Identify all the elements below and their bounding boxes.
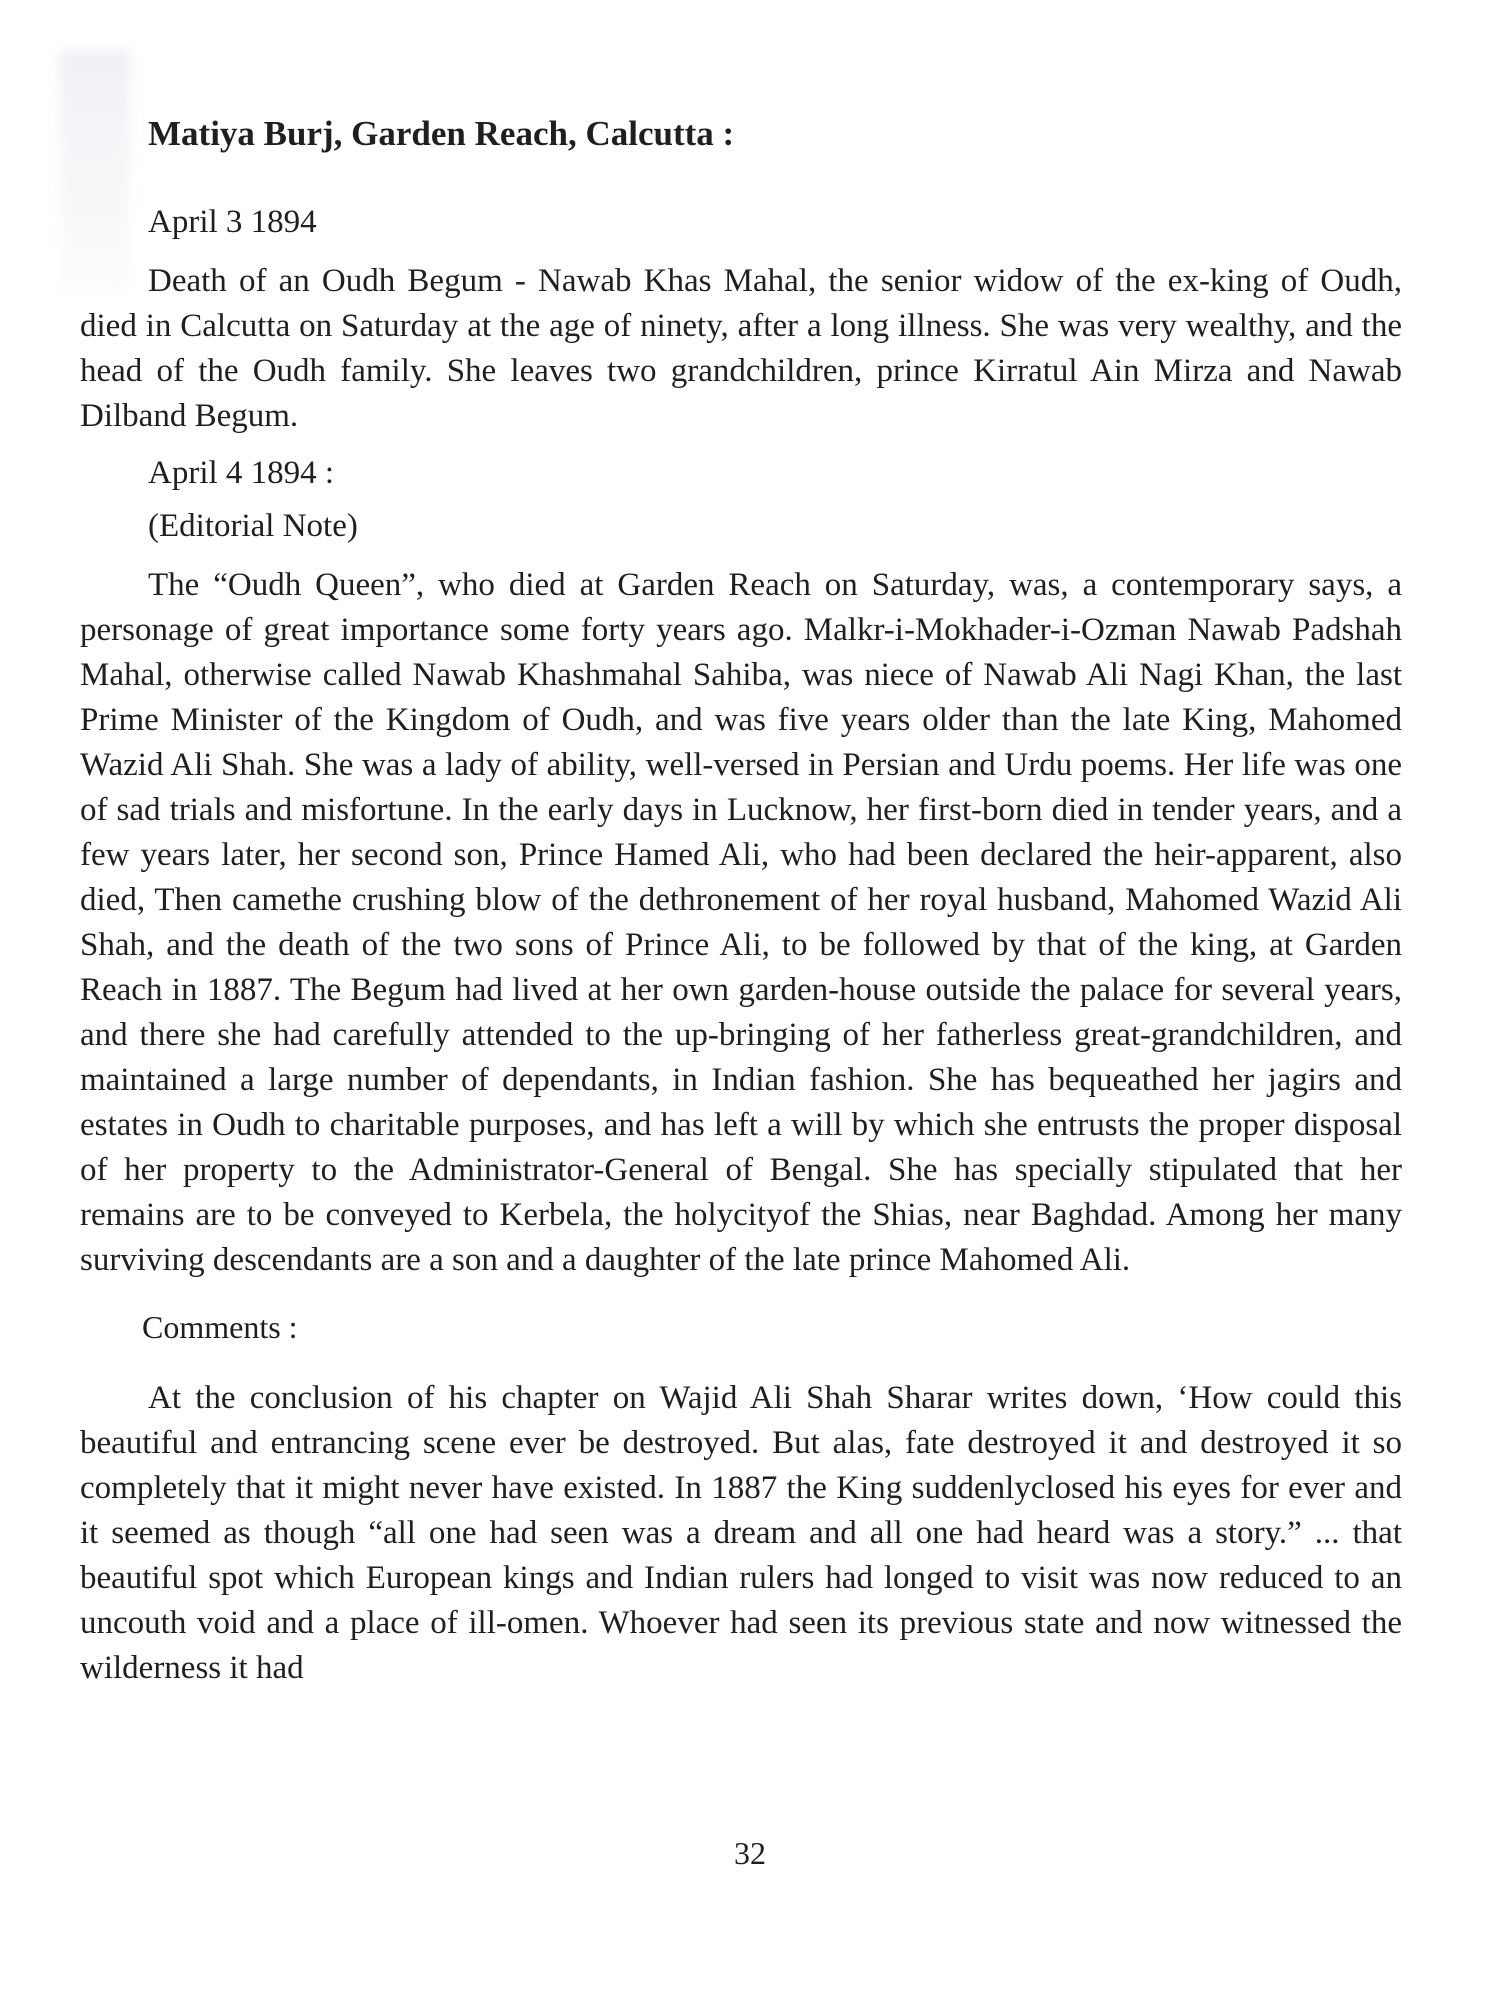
section-heading: Matiya Burj, Garden Reach, Calcutta :: [148, 114, 735, 153]
editorial-note-label: (Editorial Note): [148, 508, 358, 544]
comments-label: Comments :: [142, 1309, 298, 1345]
entry-date-1: April 3 1894: [148, 204, 317, 240]
entry-text-1: Death of an Oudh Begum - Nawab Khas Mahal, the senior widow of the ex-king of Oudh, died in Calcutta on Saturday at the age of ninety, after a long illness. She was very wealthy, and the head of the Oudh family. She leaves two grandchildren, prince Kirratul Ain Mirza and Nawab Dilband Begum.: [80, 263, 1402, 434]
document-page: [80, 110, 1402, 1691]
entry-text-2: The “Oudh Queen”, who died at Garden Reach on Saturday, was, a contemporary says, a personage of great importance some forty years ago. Malkr-i-Mokhader-i-Ozman Nawab Padshah Mahal, otherwise called Nawab Khashmahal Sahiba, was niece of Nawab Ali Nagi Khan, the last Prime Minister of the Kingdom of Oudh, and was five years older than the late King, Mahomed Wazid Ali Shah. She was a lady of ability, well-versed in Persian and Urdu poems. Her life was one of sad trials and misfortune. In the early days in Lucknow, her first-born died in tender years, and a few years later, her second son, Prince Hamed Ali, who had been declared the heir-apparent, also died, Then camethe crushing blow of the dethronement of her royal husband, Mahomed Wazid Ali Shah, and the death of the two sons of Prince Ali, to be followed by that of the king, at Garden Reach in 1887. The Begum had lived at her own garden-house outside the palace for several years, and there she had carefully attended to the up-bringing of her fatherless great-grandchildren, and maintained a large number of dependants, in Indian fashion. She has bequeathed her jagirs and estates in Oudh to charitable purposes, and has left a will by which she entrusts the proper disposal of her property to the Administrator-General of Bengal. She has specially stipulated that her remains are to be conveyed to Kerbela, the holycityof the Shias, near Baghdad. Among her many surviving descendants are a son and a daughter of the late prince Mahomed Ali.: [80, 567, 1402, 1278]
comments-text: At the conclusion of his chapter on Wajid Ali Shah Sharar writes down, ‘How could this beautiful and entrancing scene ever be destroyed. But alas, fate destroyed it and destroyed it so completely that it might never have existed. In 1887 the King suddenlyclosed his eyes for ever and it seemed as though “all one had seen was a dream and all one had heard was a story.” ... that beautiful spot which European kings and Indian rulers had longed to visit was now reduced to an uncouth void and a place of ill-omen. Whoever had seen its previous state and now witnessed the wilderness it had: [80, 1380, 1402, 1686]
entry-date-2: April 4 1894 :: [148, 455, 335, 491]
page-number: 32: [734, 1835, 766, 1871]
